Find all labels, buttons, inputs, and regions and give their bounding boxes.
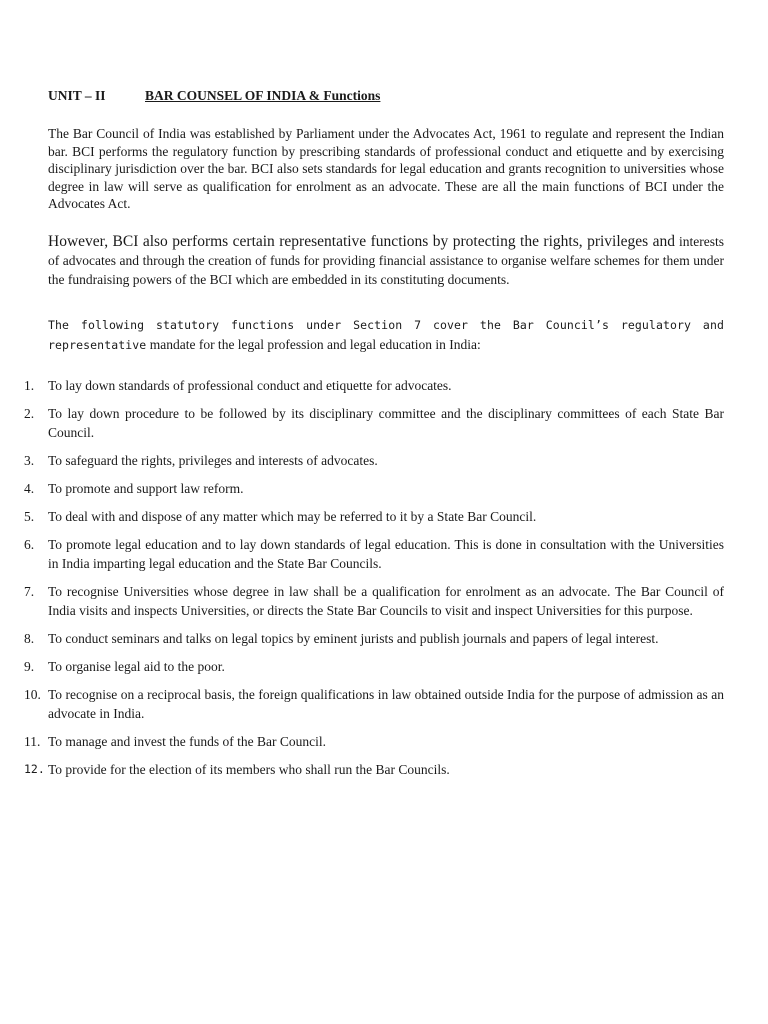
list-item-text: To manage and invest the funds of the Bar Council. bbox=[48, 734, 326, 749]
list-item bbox=[0, 479, 724, 498]
list-item bbox=[0, 657, 724, 676]
list-item bbox=[0, 451, 724, 470]
statutory-intro-lead: The following statutory functions under Section 7 cover the Bar Council’s regulatory and representative bbox=[48, 318, 724, 352]
list-item-number: 3. bbox=[24, 453, 35, 468]
list-item-text: To recognise on a reciprocal basis, the foreign qualifications in law obtained outside India for the purpose of admission as an advocate in India. bbox=[48, 687, 724, 721]
list-item bbox=[0, 760, 724, 779]
intro-paragraph: The Bar Council of India was established by Parliament under the Advocates Act, 1961 to regulate and represent the Indian bar. BCI performs the regulatory function by prescribing standards of professional conduct and etiquette and by exercising disciplinary jurisdiction over the bar. BCI also sets standards for legal education and grants recognition to universities whose degree in law will serve as qualification for enrolment as an advocate. These are all the main functions of BCI under the Advocates Act. bbox=[48, 126, 724, 211]
list-item bbox=[0, 685, 724, 723]
list-item-text: To provide for the election of its members who shall run the Bar Councils. bbox=[48, 762, 450, 777]
list-item bbox=[0, 582, 724, 620]
representative-paragraph-lead: However, BCI also performs certain representative functions by protecting the rights, privileges and bbox=[48, 233, 676, 250]
statutory-functions-intro bbox=[48, 315, 724, 355]
list-item bbox=[0, 535, 724, 573]
list-item-number: 7. bbox=[24, 584, 35, 599]
list-item-number: 10. bbox=[24, 687, 41, 702]
unit-heading bbox=[48, 88, 380, 104]
list-item bbox=[0, 376, 724, 395]
list-item bbox=[0, 732, 724, 751]
list-item-text: To lay down procedure to be followed by its disciplinary committee and the disciplinary committees of each State Bar Council. bbox=[48, 406, 724, 440]
list-item-text: To recognise Universities whose degree in law shall be a qualification for enrolment as an advocate. The Bar Council of India visits and inspects Universities, or directs the State Bar Councils to visit and inspect Universities for this purpose. bbox=[48, 584, 724, 618]
list-item-number: 4. bbox=[24, 481, 35, 496]
list-item-text: To safeguard the rights, privileges and interests of advocates. bbox=[48, 453, 378, 468]
list-item-text: To promote legal education and to lay down standards of legal education. This is done in consultation with the Universities in India imparting legal education and the State Bar Councils. bbox=[48, 537, 724, 571]
list-item-text: To promote and support law reform. bbox=[48, 481, 244, 496]
functions-list bbox=[0, 376, 724, 788]
list-item bbox=[0, 629, 724, 648]
list-item bbox=[0, 404, 724, 442]
list-item-text: To conduct seminars and talks on legal topics by eminent jurists and publish journals and papers of legal interest. bbox=[48, 631, 659, 646]
representative-paragraph bbox=[48, 232, 724, 289]
list-item-number: 5. bbox=[24, 509, 35, 524]
list-item-number: 6. bbox=[24, 537, 35, 552]
list-item-number: 9. bbox=[24, 659, 35, 674]
unit-label: UNIT – II bbox=[48, 88, 106, 103]
page-title: BAR COUNSEL OF INDIA & Functions bbox=[145, 88, 381, 103]
list-item bbox=[0, 507, 724, 526]
list-item-number: 12. bbox=[24, 762, 45, 776]
representative-paragraph-rest: interests of advocates and through the creation of funds for providing financial assistance to organise welfare schemes for them under the fundraising powers of the BCI which are embedded in its constituting documents. bbox=[48, 234, 725, 287]
statutory-intro-rest: mandate for the legal profession and legal education in India: bbox=[149, 337, 481, 352]
list-item-text: To deal with and dispose of any matter which may be referred to it by a State Bar Council. bbox=[48, 509, 537, 524]
list-item-number: 2. bbox=[24, 406, 35, 421]
list-item-number: 11. bbox=[24, 734, 41, 749]
list-item-text: To organise legal aid to the poor. bbox=[48, 659, 225, 674]
list-item-number: 8. bbox=[24, 631, 35, 646]
list-item-number: 1. bbox=[24, 378, 35, 393]
list-item-text: To lay down standards of professional conduct and etiquette for advocates. bbox=[48, 378, 452, 393]
